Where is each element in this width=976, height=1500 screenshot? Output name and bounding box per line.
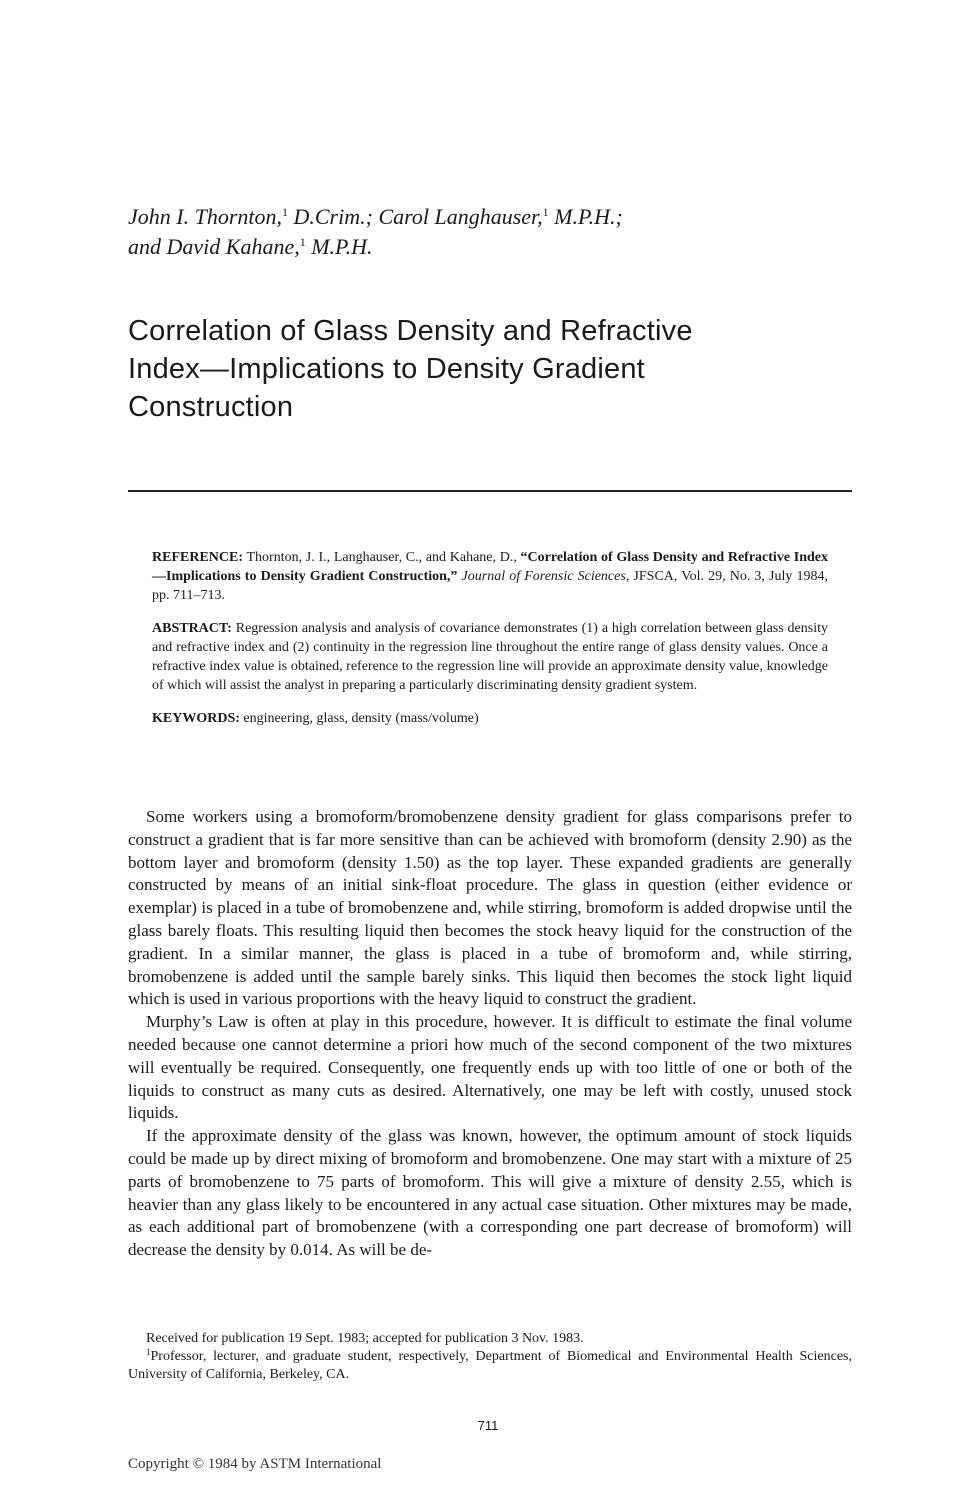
title-divider (128, 490, 852, 492)
reference-journal: Journal of Forensic Sciences (457, 569, 626, 584)
author-degree: M.P.H.; (548, 204, 623, 229)
body-paragraph: Some workers using a bromoform/bromobenzene density gradient for glass comparisons prefer to construct a gradient that is far more sensitive than can be achieved with bromoform (density 2.90) as the bottom layer and bromoform (density 1.50) as the top layer. These expanded gradients are generally constructed by means of an initial sink-float procedure. The glass in question (either evidence or exemplar) is placed in a tube of bromobenzene and, while stirring, bromoform is added dropwise until the glass barely floats. This resulting liquid then becomes the stock heavy liquid for the construction of the gradient. In a similar manner, the glass is placed in a tube of bromoform and, while stirring, bromobenzene is added until the sample barely sinks. This liquid then becomes the stock light liquid which is used in various proportions with the heavy liquid to construct the gradient. (128, 807, 852, 1009)
reference-title: “Correlation of Glass Density and Refractive Index—Implications to Density Gradient Construction,” (152, 550, 828, 584)
reference-block (152, 548, 828, 605)
author-name: John I. Thornton, (128, 204, 282, 229)
title-line: Index—Implications to Density Gradient (128, 353, 645, 385)
copyright-notice: Copyright © 1984 by ASTM International (128, 1456, 382, 1472)
footnote-marker: 1 (146, 1347, 151, 1357)
body-paragraph: If the approximate density of the glass was known, however, the optimum amount of stock liquids could be made up by direct mixing of bromoform and bromobenzene. One may start with a mixture of 25 parts of bromobenzene to 75 parts of bromoform. This will give a mixture of density 2.55, which is heavier than any glass likely to be encountered in any actual case situation. Other mixtures may be made, as each additional part of bromobenzene (with a corresponding one part decrease of bromoform) will decrease the density by 0.014. As will be de- (128, 1126, 852, 1260)
affiliation-marker: 1 (542, 205, 549, 219)
reference-authors: Thornton, J. I., Langhauser, C., and Kahane, D., (243, 550, 521, 565)
abstract-block (152, 619, 828, 695)
author-line-2 (128, 232, 848, 262)
keywords-text: engineering, glass, density (mass/volume) (239, 711, 479, 726)
author-prefix: and (128, 234, 167, 259)
title-line: Correlation of Glass Density and Refractive (128, 315, 693, 347)
author-line-1 (128, 202, 848, 232)
author-degree: D.Crim.; (288, 204, 379, 229)
article-title (128, 312, 848, 426)
abstract-text: Regression analysis and analysis of covariance demonstrates (1) a high correlation between glass density and refractive index and (2) continuity in the regression line throughout the entire range of glass density values. Once a refractive index value is obtained, reference to the regression line will provide an approximate density value, knowledge of which will assist the analyst in preparing a particularly discriminating density gradient system. (152, 621, 828, 693)
title-line: Construction (128, 391, 294, 423)
page-number: 711 (477, 1418, 499, 1433)
affiliation-note (128, 1348, 852, 1384)
author-name: David Kahane, (166, 234, 300, 259)
front-matter (152, 548, 828, 742)
affiliation-marker: 1 (282, 205, 288, 219)
article-body (128, 806, 852, 1262)
body-paragraph: Murphy’s Law is often at play in this procedure, however. It is difficult to estimate the final volume needed because one cannot determine a priori how much of the second component of the two mixtures will eventually be required. Consequently, one frequently ends up with too little of one or both of the liquids to construct as many cuts as desired. Alternatively, one may be left with costly, unused stock liquids. (128, 1012, 852, 1123)
affiliation-text: Professor, lecturer, and graduate student, respectively, Department of Biomedical and Environmental Health Sciences, University of California, Berkeley, CA. (128, 1349, 852, 1382)
received-note: Received for publication 19 Sept. 1983; accepted for publication 3 Nov. 1983. (146, 1331, 584, 1346)
author-name: Carol Langhauser, (378, 204, 543, 229)
reference-label: REFERENCE: (152, 550, 244, 565)
footnotes (128, 1330, 852, 1384)
keywords-block (152, 709, 828, 728)
reference-details: , JFSCA, Vol. 29, No. 3, July 1984, pp. 711–713. (152, 569, 829, 603)
keywords-label: KEYWORDS: (152, 711, 240, 726)
affiliation-marker: 1 (299, 235, 306, 249)
author-list (128, 202, 848, 262)
abstract-label: ABSTRACT: (152, 621, 232, 636)
author-degree: M.P.H. (305, 234, 373, 259)
